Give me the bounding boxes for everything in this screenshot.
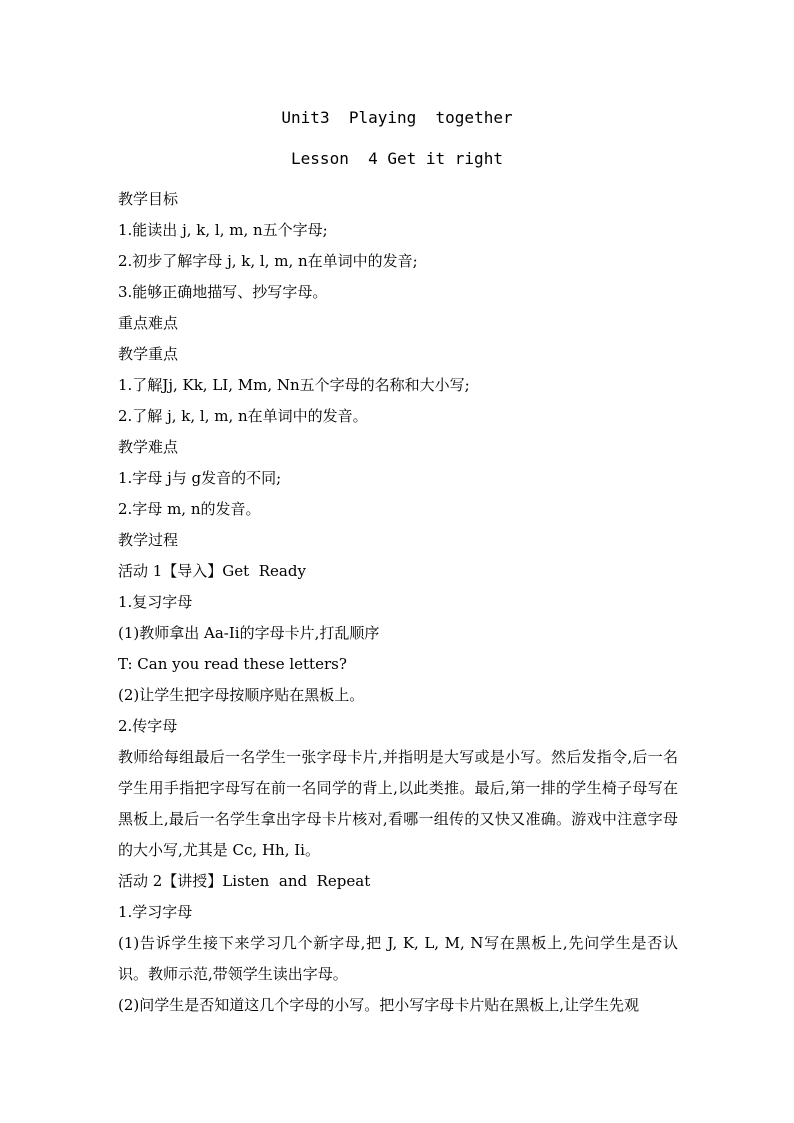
instruction-paragraph: (2)问学生是否知道这几个字母的小写。把小写字母卡片贴在黑板上,让学生先观 (118, 996, 640, 1014)
step-item: (1)教师拿出 Aa-Ii的字母卡片,打乱顺序 (118, 624, 380, 642)
instruction-paragraph: (1)告诉学生接下来学习几个新字母,把 J, K, L, M, N写在黑板上,先问学生是否认识。教师示范,带领学生读出字母。 (118, 934, 678, 983)
subheading-focus: 教学重点 (118, 345, 179, 363)
heading-objectives: 教学目标 (118, 190, 179, 208)
step-heading: 2.传字母 (118, 717, 178, 735)
step-item: (2)让学生把字母按顺序贴在黑板上。 (118, 686, 365, 704)
heading-key-points: 重点难点 (118, 314, 179, 332)
step-heading: 1.复习字母 (118, 593, 193, 611)
activity-heading: 活动 2【讲授】Listen and Repeat (118, 872, 371, 890)
focus-item: 2.了解 j, k, l, m, n在单词中的发音。 (118, 407, 368, 425)
difficulty-item: 2.字母 m, n的发音。 (118, 500, 261, 518)
teacher-dialogue: T: Can you read these letters? (118, 655, 347, 673)
heading-process: 教学过程 (118, 531, 179, 549)
focus-item: 1.了解Jj, Kk, LI, Mm, Nn五个字母的名称和大小写; (118, 376, 470, 394)
activity-heading: 活动 1【导入】Get Ready (118, 562, 306, 580)
game-description-paragraph: 教师给每组最后一名学生一张字母卡片,并指明是大写或是小写。然后发指令,后一名学生用手指把字母写在前一名同学的背上,以此类推。最后,第一排的学生椅子母写在黑板上,最后一名学生拿出字母卡片核对,看哪一组传的又快又准确。游戏中注意字母的大小写,尤其是 Cc, Hh, Ii。 (118, 748, 678, 859)
document-subtitle: Lesson 4 Get it right (291, 149, 503, 168)
objective-item: 3.能够正确地描写、抄写字母。 (118, 283, 328, 301)
document-title: Unit3 Playing together (281, 108, 513, 127)
document-body (118, 184, 678, 1021)
objective-item: 2.初步了解字母 j, k, l, m, n在单词中的发音; (118, 252, 418, 270)
difficulty-item: 1.字母 j与 g发音的不同; (118, 469, 282, 487)
objective-item: 1.能读出 j, k, l, m, n五个字母; (118, 221, 328, 239)
subheading-difficulty: 教学难点 (118, 438, 179, 456)
step-heading: 1.学习字母 (118, 903, 193, 921)
